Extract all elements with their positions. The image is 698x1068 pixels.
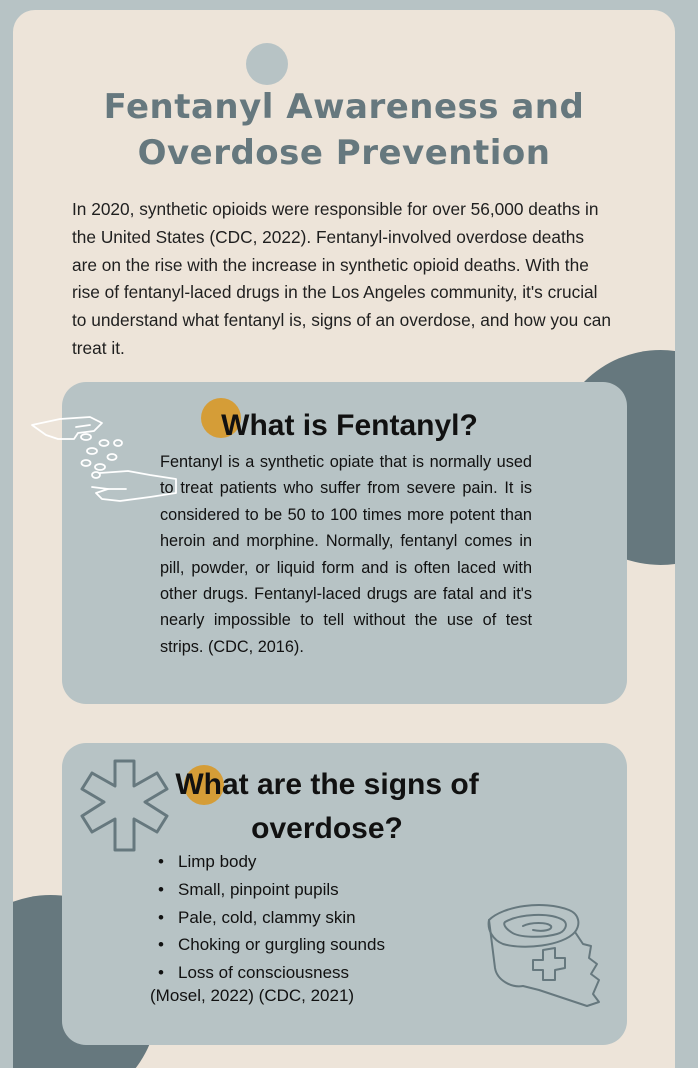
- list-item: • Loss of consciousness: [158, 963, 350, 983]
- decorative-circle: [246, 43, 288, 85]
- list-item: • Choking or gurgling sounds: [158, 935, 385, 955]
- bandage-roll-icon: [483, 898, 603, 1010]
- infographic-page: [13, 10, 675, 1068]
- intro-paragraph: In 2020, synthetic opioids were responsible for over 56,000 deaths in the United States (CDC, 2022). Fentanyl-involved overdose deaths are on the rise with the increase in synthetic opioid deaths. With the rise of fentanyl-laced drugs in the Los Angeles community, it's crucial to understand what fentanyl is, signs of an overdose, and how you can treat it.: [72, 199, 611, 358]
- page-title: Fentanyl Awareness and Overdose Prevention: [103, 87, 585, 173]
- citation: (Mosel, 2022) (CDC, 2021): [150, 986, 355, 1005]
- list-item: • Pale, cold, clammy skin: [158, 907, 356, 927]
- list-item: • Limp body: [158, 852, 257, 871]
- section-body: Fentanyl is a synthetic opiate that is normally used to treat patients who suffer from severe pain. It is considered to be 50 to 100 times more potent than heroin and morphine. Normally, fentanyl comes in pill, powder, or liquid form and is often laced with other drugs. Fentanyl-laced drugs are fatal and it's nearly impossible to tell without the use of test strips. (CDC, 2016).: [160, 453, 532, 656]
- what-is-fentanyl-card: [62, 382, 627, 704]
- list-item: • Small, pinpoint pupils: [158, 879, 339, 899]
- section-heading: What are the signs of overdose?: [175, 768, 479, 845]
- section-heading: What is Fentanyl?: [221, 409, 478, 442]
- signs-list: [158, 848, 385, 987]
